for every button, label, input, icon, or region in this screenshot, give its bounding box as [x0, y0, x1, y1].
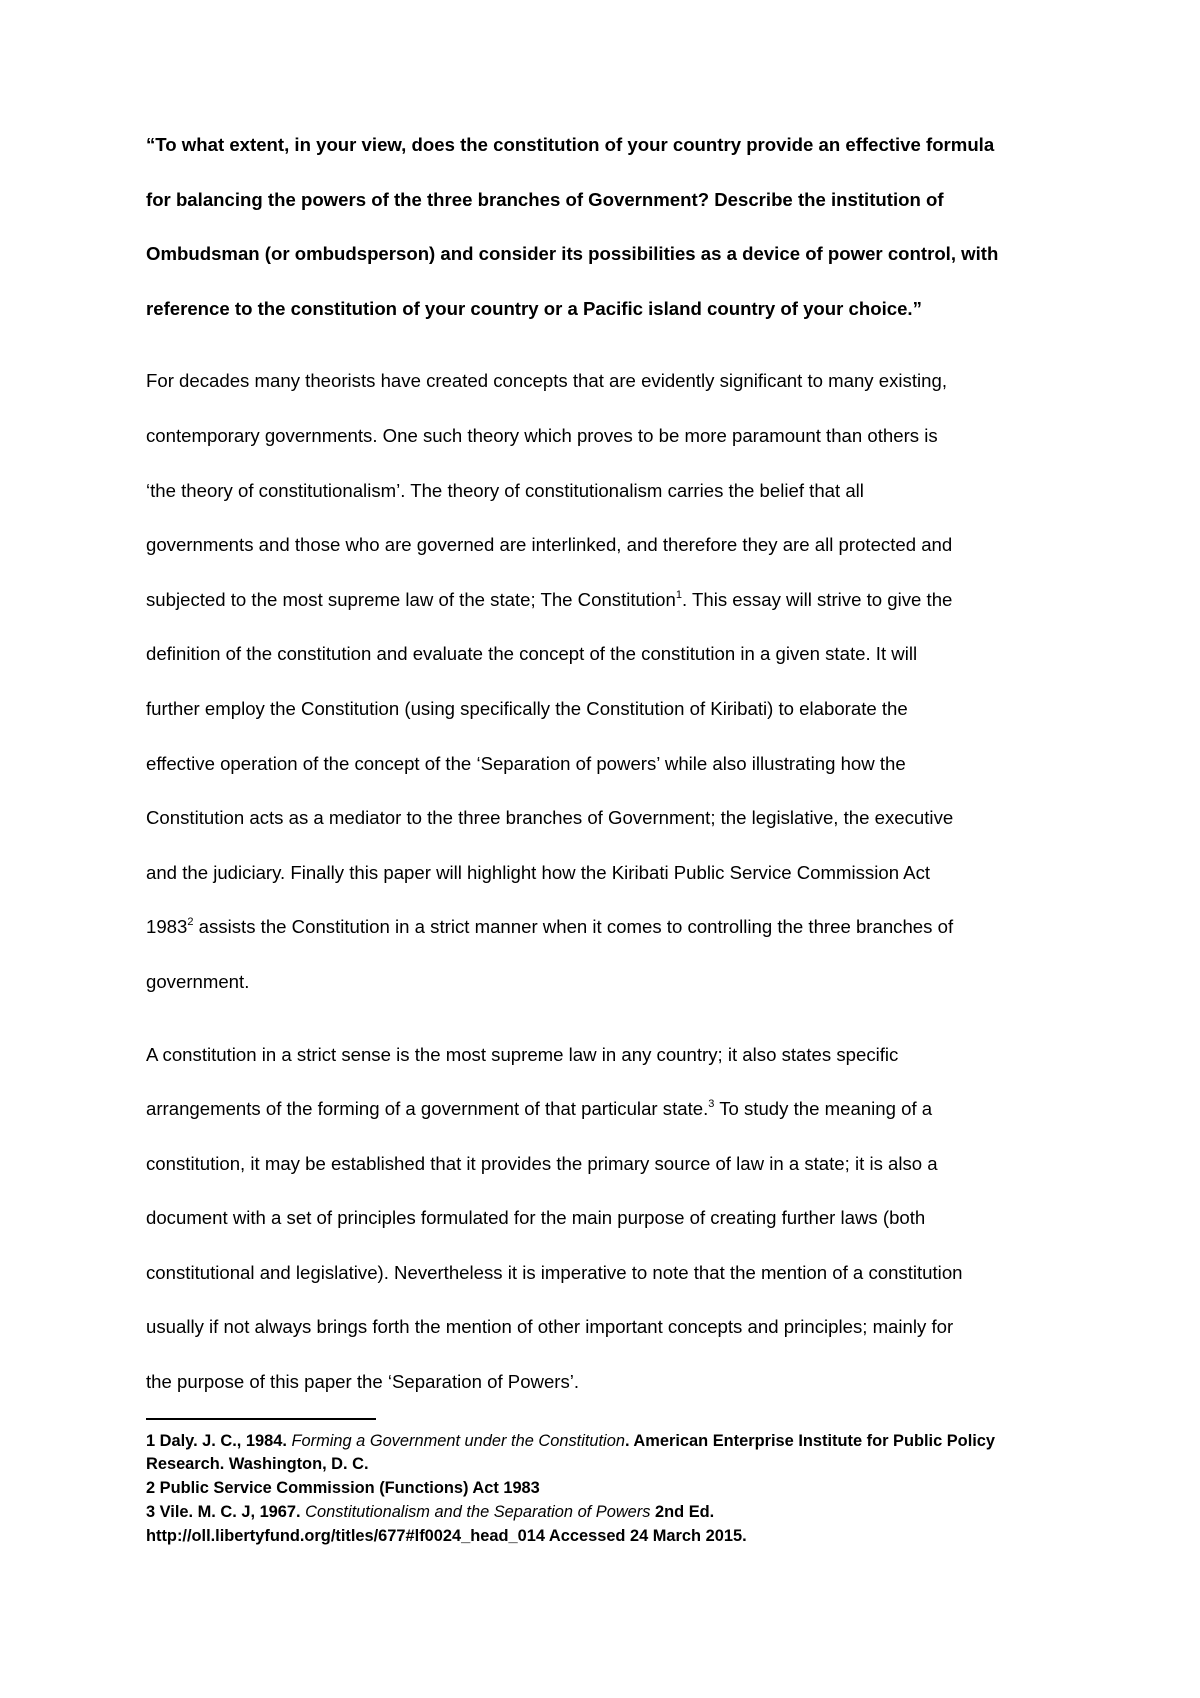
- line-text: To study the meaning of a: [714, 1098, 933, 1120]
- footnote-ref-2[interactable]: 2: [187, 916, 194, 929]
- footnote-title: Constitutionalism and the Separation of Powers: [305, 1503, 651, 1522]
- paragraph-line: effective operation of the concept of the ‘Separation of powers’ while also illustrating how the: [146, 752, 906, 774]
- footnote-3-link[interactable]: http://oll.libertyfund.org/titles/677#lf0024_head_014 Accessed 24 March 2015.: [146, 1526, 747, 1545]
- paragraph-line: the purpose of this paper the ‘Separation of Powers’.: [146, 1371, 580, 1393]
- paragraph-line: contemporary governments. One such theory which proves to be more paramount than others is: [146, 424, 938, 446]
- line-text: . This essay will strive to give the: [682, 588, 953, 610]
- footnote-ref-3[interactable]: 3: [708, 1098, 715, 1111]
- paragraph-line: usually if not always brings forth the mention of other important concepts and principles; mainly for: [146, 1316, 954, 1338]
- footnote-ref-1[interactable]: 1: [675, 588, 682, 601]
- document-page: [146, 118, 1064, 1549]
- essay-question: [146, 118, 1064, 336]
- paragraph-line: government.: [146, 970, 250, 992]
- question-line: for balancing the powers of the three branches of Government? Describe the institution of: [146, 188, 944, 210]
- footnote-text: 2nd Ed.: [650, 1503, 715, 1522]
- paragraph-line: and the judiciary. Finally this paper will highlight how the Kiribati Public Service Commission Act: [146, 861, 931, 883]
- footnote-separator: [146, 1418, 376, 1420]
- question-line: reference to the constitution of your country or a Pacific island country of your choice.”: [146, 297, 922, 319]
- footnote-1: [146, 1430, 1064, 1454]
- footnotes: [146, 1430, 1064, 1549]
- paragraph-line: constitutional and legislative). Nevertheless it is imperative to note that the mention of a constitution: [146, 1261, 963, 1283]
- footnote-1-continued: Research. Washington, D. C.: [146, 1455, 369, 1474]
- line-text: arrangements of the forming of a government of that particular state.: [146, 1098, 709, 1120]
- line-text: subjected to the most supreme law of the state; The Constitution: [146, 588, 676, 610]
- line-text: assists the Constitution in a strict manner when it comes to controlling the three branches of: [193, 916, 954, 938]
- footnote-text: 1 Daly. J. C., 1984.: [146, 1431, 292, 1450]
- paragraph-line: For decades many theorists have created concepts that are evidently significant to many existing,: [146, 370, 947, 392]
- paragraph-line: Constitution acts as a mediator to the three branches of Government; the legislative, the executive: [146, 807, 954, 829]
- paragraph-line: constitution, it may be established that it provides the primary source of law in a state; it is also a: [146, 1152, 938, 1174]
- paragraph-line: [146, 573, 1064, 628]
- footnote-text: . American Enterprise Institute for Public Policy: [624, 1431, 996, 1450]
- paragraph-line: further employ the Constitution (using specifically the Constitution of Kiribati) to elaborate the: [146, 697, 908, 719]
- paragraph-line: document with a set of principles formulated for the main purpose of creating further laws (both: [146, 1207, 926, 1229]
- question-line: Ombudsman (or ombudsperson) and consider its possibilities as a device of power control, with: [146, 243, 999, 265]
- footnote-3: [146, 1501, 1064, 1525]
- body-paragraph-2: [146, 1028, 1064, 1410]
- paragraph-line: [146, 900, 1064, 955]
- paragraph-line: governments and those who are governed are interlinked, and therefore they are all protected and: [146, 534, 953, 556]
- footnote-text: 3 Vile. M. C. J, 1967.: [146, 1503, 306, 1522]
- footnote-2: 2 Public Service Commission (Functions) Act 1983: [146, 1479, 540, 1498]
- line-text: 1983: [146, 916, 188, 938]
- paragraph-line: definition of the constitution and evaluate the concept of the constitution in a given state. It will: [146, 643, 918, 665]
- footnote-title: Forming a Government under the Constitution: [291, 1431, 625, 1450]
- question-line: “To what extent, in your view, does the constitution of your country provide an effective formula: [146, 134, 995, 155]
- paragraph-line: [146, 1082, 1064, 1137]
- body-paragraph-1: [146, 354, 1064, 1009]
- paragraph-line: ‘the theory of constitutionalism’. The theory of constitutionalism carries the belief that all: [146, 479, 864, 501]
- paragraph-line: A constitution in a strict sense is the most supreme law in any country; it also states specific: [146, 1043, 899, 1065]
